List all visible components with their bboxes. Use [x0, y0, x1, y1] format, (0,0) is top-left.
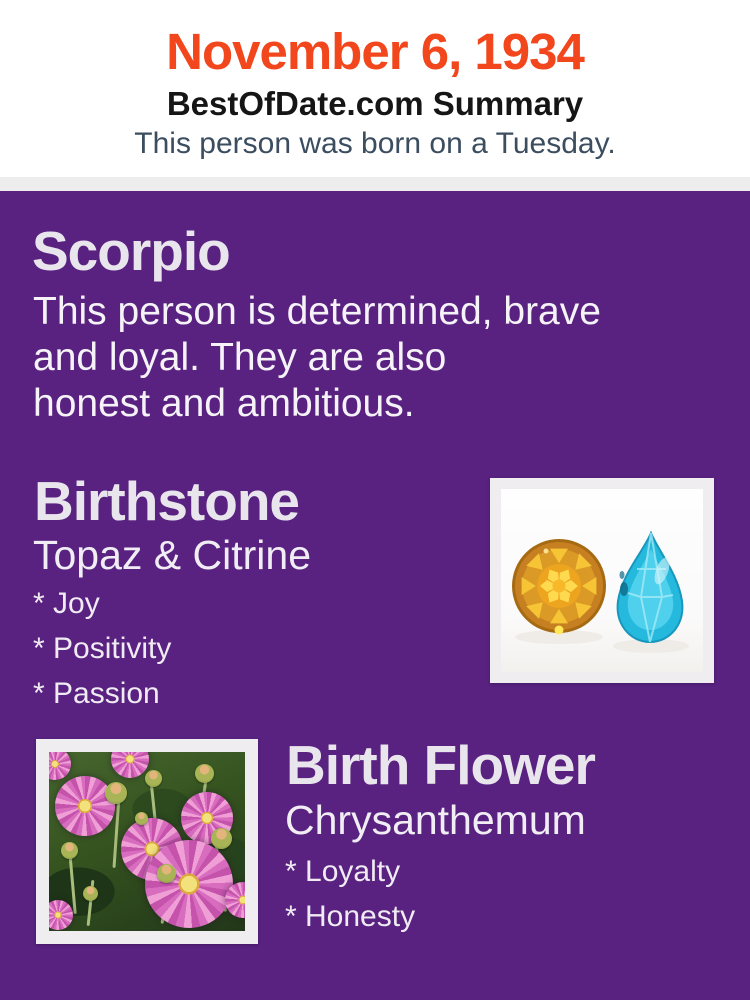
birthstone-trait: * Passion	[33, 677, 160, 710]
zodiac-description	[33, 289, 601, 427]
chrysanthemum-bloom	[49, 752, 71, 780]
zodiac-title: Scorpio	[32, 220, 230, 282]
chrysanthemum-bloom	[49, 900, 73, 930]
citrine-gem	[512, 539, 606, 635]
flower-bud	[83, 886, 98, 901]
gems-illustration	[501, 489, 703, 672]
flower-bud	[145, 770, 162, 787]
purple-content	[0, 191, 750, 1000]
chrysanthemum-bloom	[55, 776, 115, 836]
chrysanthemum-bloom	[111, 752, 149, 778]
flower-bud	[61, 842, 78, 859]
zodiac-description-line: honest and ambitious.	[33, 382, 415, 425]
chrysanthemum-bloom	[145, 840, 233, 928]
birthstone-title: Birthstone	[34, 470, 299, 532]
header-divider	[0, 177, 750, 191]
flower-bud	[135, 812, 148, 825]
birth-flower-trait: * Loyalty	[285, 855, 401, 888]
birth-flower-name: Chrysanthemum	[285, 797, 586, 843]
flower-bud	[195, 764, 214, 783]
topaz-gem	[618, 533, 683, 642]
zodiac-description-line: and loyal. They are also	[33, 336, 447, 379]
birthstone-photo-card	[490, 478, 714, 683]
birth-flower-trait-list	[285, 849, 415, 939]
flower-bud	[105, 782, 127, 804]
weekday-line: This person was born on a Tuesday.	[134, 127, 616, 160]
site-summary-title: BestOfDate.com Summary	[166, 85, 584, 122]
birth-flower-trait: * Honesty	[285, 900, 416, 933]
birthstone-trait-list	[33, 581, 171, 716]
header	[0, 0, 750, 177]
flower-bud	[211, 828, 232, 849]
birthstone-trait: * Positivity	[33, 632, 172, 665]
page-title-date: November 6, 1934	[166, 23, 584, 80]
birthstone-trait: * Joy	[33, 587, 100, 620]
flower-bud	[157, 864, 176, 883]
birth-flower-title: Birth Flower	[286, 734, 595, 796]
zodiac-description-line: This person is determined, brave	[33, 290, 601, 333]
topaz-citrine-photo	[501, 489, 703, 672]
chrysanthemum-photo	[49, 752, 245, 931]
birthstone-name: Topaz & Citrine	[33, 532, 312, 578]
birth-flower-photo-card	[36, 739, 258, 944]
